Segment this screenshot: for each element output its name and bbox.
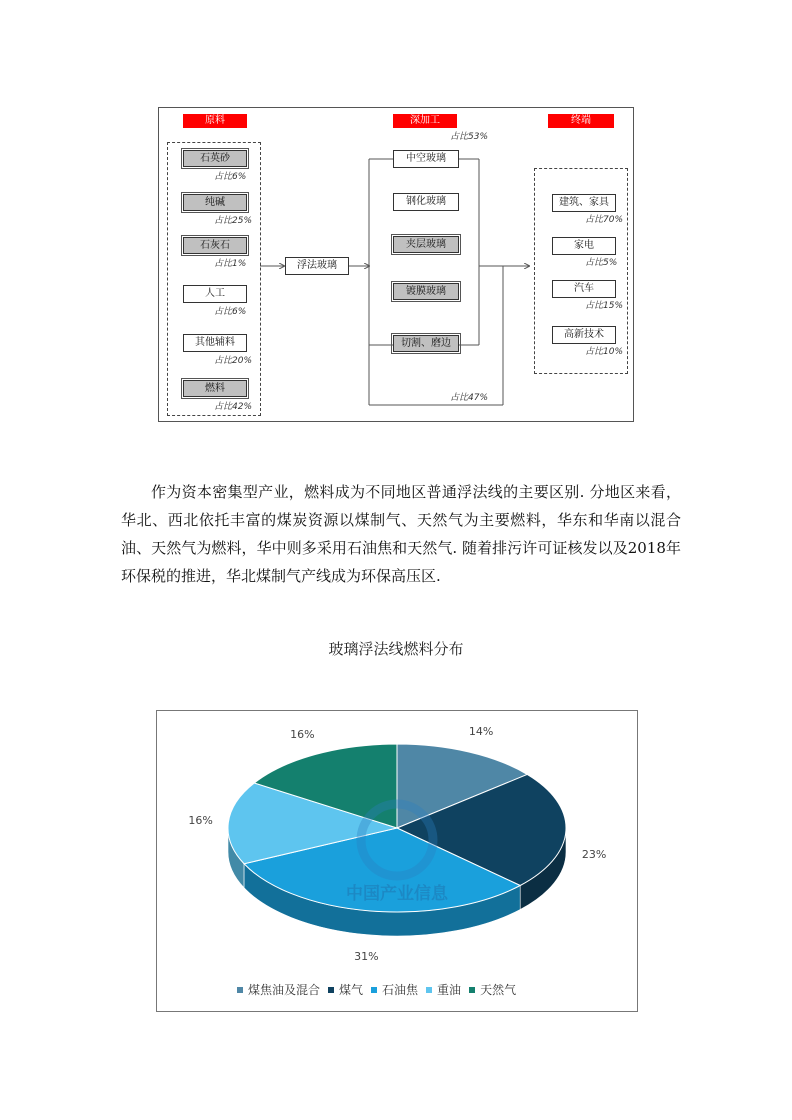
raw-item-box: 燃料: [183, 380, 247, 397]
end-item-box: 建筑、家具: [552, 194, 616, 212]
end-item-box: 汽车: [552, 280, 616, 298]
legend-swatch: [426, 987, 432, 993]
legend-label: 天然气: [480, 983, 517, 997]
fuel-pie-chart: [156, 710, 638, 1012]
header-end: 终端: [548, 114, 614, 128]
process-item-box: 镀膜玻璃: [393, 283, 459, 300]
raw-item-box: 纯碱: [183, 194, 247, 211]
end-item-box: 家电: [552, 237, 616, 255]
end-item-share: 占比15%: [585, 301, 624, 311]
process-item-box: 切割、磨边: [393, 335, 459, 352]
legend-label: 石油焦: [382, 983, 419, 997]
raw-item-share: 占比6%: [214, 172, 247, 182]
raw-item-share: 占比1%: [214, 259, 247, 269]
process-share-bottom: 占比47%: [450, 393, 489, 403]
legend-label: 重油: [437, 983, 462, 997]
legend-item: [426, 981, 461, 998]
process-item-box: 中空玻璃: [393, 150, 459, 168]
end-item-share: 占比10%: [585, 347, 624, 357]
pie-data-label: 16%: [188, 814, 213, 828]
end-item-box: 高新技术: [552, 326, 616, 344]
raw-item-share: 占比20%: [214, 356, 253, 366]
pie-svg: [157, 711, 637, 1011]
header-raw: 原料: [183, 114, 247, 128]
raw-item-share: 占比6%: [214, 307, 247, 317]
pie-data-label: 31%: [354, 949, 379, 963]
legend-label: 煤焦油及混合: [248, 983, 321, 997]
legend-swatch: [371, 987, 377, 993]
raw-item-box: 石灰石: [183, 237, 247, 254]
raw-item-box: 人工: [183, 285, 247, 303]
pie-data-label: 14%: [468, 725, 494, 739]
body-paragraph: 作为资本密集型产业，燃料成为不同地区普通浮法线的主要区别. 分地区来看，华北、西北依托丰富的煤炭资源以煤制气、天然气为主要燃料，华东和华南以混合油、天然气为燃料，华中则多采用石油焦和天然气. 随着排污许可证核发以及2018年环保税的推进，华北煤制气产线成为环保高压区.: [121, 483, 681, 585]
legend-item: [237, 981, 320, 998]
legend-swatch: [328, 987, 334, 993]
pie-data-label: 16%: [290, 728, 315, 742]
glass-value-chain-diagram: [158, 107, 634, 422]
chart-legend: [237, 981, 516, 998]
raw-item-box: 其他辅料: [183, 334, 247, 352]
end-item-share: 占比5%: [585, 258, 618, 268]
chart-title: 玻璃浮法线燃料分布: [328, 640, 464, 658]
legend-label: 煤气: [339, 983, 364, 997]
raw-item-share: 占比42%: [214, 402, 253, 412]
raw-item-box: 石英砂: [183, 150, 247, 167]
raw-item-share: 占比25%: [214, 216, 253, 226]
pie-data-label: 23%: [581, 848, 607, 862]
float-glass-box: 浮法玻璃: [285, 257, 349, 275]
legend-item: [371, 981, 418, 998]
legend-item: [328, 981, 363, 998]
legend-swatch: [237, 987, 243, 993]
process-item-box: 钢化玻璃: [393, 193, 459, 211]
legend-item: [469, 981, 516, 998]
end-item-share: 占比70%: [585, 215, 624, 225]
legend-swatch: [469, 987, 475, 993]
process-share-top: 占比53%: [450, 132, 489, 142]
header-process: 深加工: [393, 114, 457, 128]
raw-materials-group: [167, 142, 261, 416]
watermark-text: 中国产业信息: [346, 884, 448, 904]
process-item-box: 夹层玻璃: [393, 236, 459, 253]
